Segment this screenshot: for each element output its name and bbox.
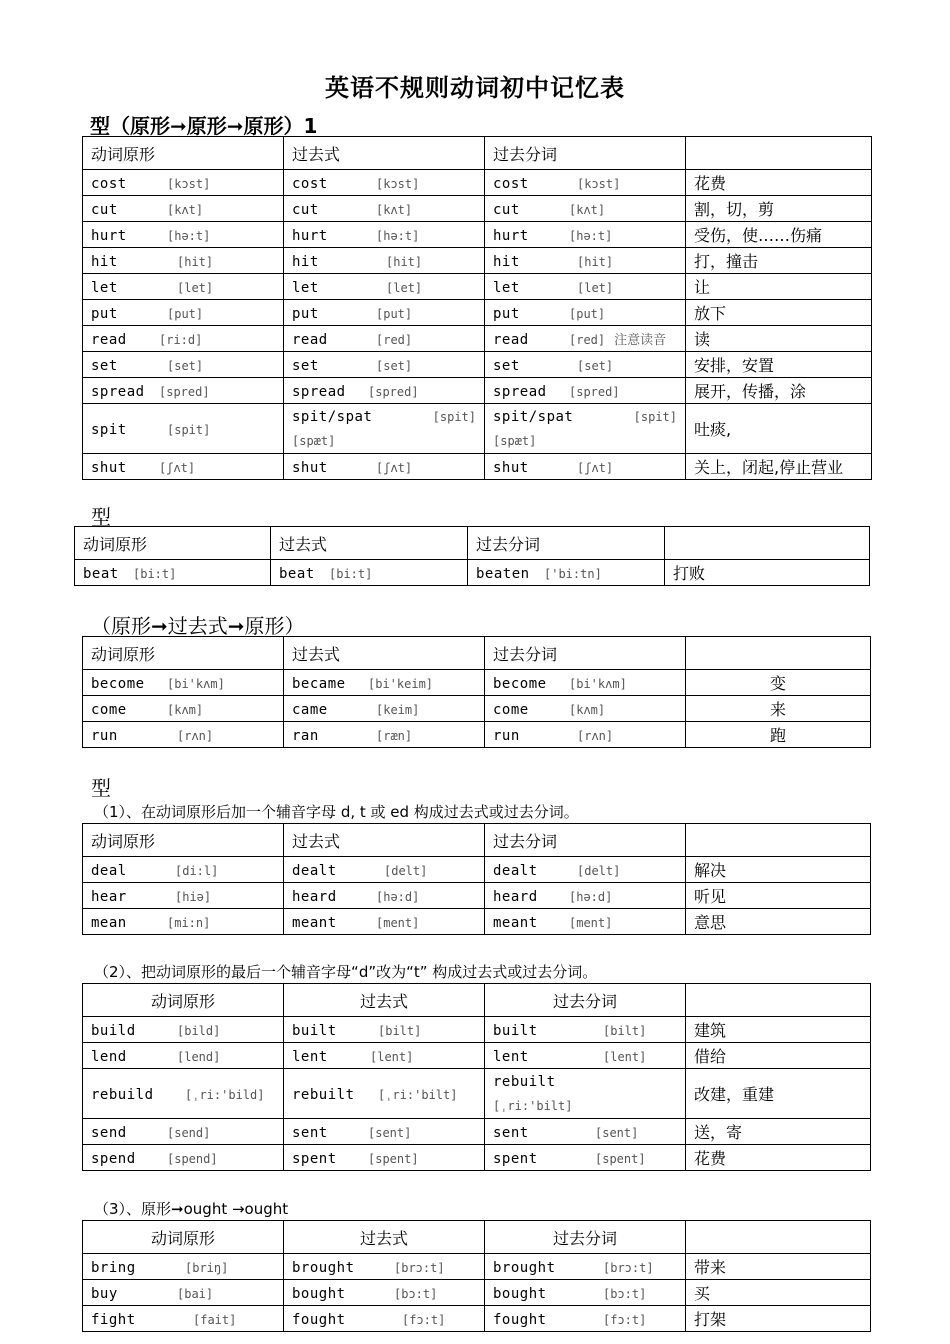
past-word: hit [292,254,319,270]
pp-phonetic: [hit] [577,255,614,269]
meaning: 打，撞击 [686,248,872,274]
table-row [83,1069,871,1119]
table-row [83,722,871,748]
header-meaning [686,637,871,670]
header-pp: 过去分词 [485,984,686,1017]
table-row [83,1306,871,1332]
past-phonetic: [hə:t] [376,229,420,243]
table-row [83,352,872,378]
past-phonetic: [bɔ:t] [394,1287,438,1301]
pp-word: lent [493,1049,529,1065]
pp-phonetic: [fɔ:t] [603,1313,647,1327]
past-word: spread [292,384,346,400]
past-phonetic: [bi'keim] [368,677,434,691]
table-row [83,196,872,222]
past-word: let [292,280,319,296]
past-word: sent [292,1125,328,1141]
pp-phonetic: [ˌri:'bilt] [493,1098,573,1113]
header-meaning [686,137,872,170]
base-word: buy [91,1286,118,1302]
base-phonetic: [kɔst] [167,177,211,191]
table-row [83,300,872,326]
verb-table-5 [82,983,871,1171]
verb-table-4 [82,823,871,935]
past-word: built [292,1023,337,1039]
base-phonetic: [set] [167,359,204,373]
header-past: 过去式 [284,137,485,170]
base-word: hurt [91,228,127,244]
past-word: bought [292,1286,346,1302]
meaning: 展开，传播，涂 [686,378,872,404]
base-word: read [91,332,127,348]
past-word: cost [292,176,328,192]
pp-word: run [493,728,520,744]
meaning: 关上，闭起,停止营业 [686,454,872,480]
base-word: spit [91,422,127,438]
base-phonetic: [let] [177,281,214,295]
section-4-heading: 型 [91,776,111,800]
pp-word: sent [493,1125,529,1141]
base-phonetic: [lend] [177,1050,221,1064]
past-word: brought [292,1260,355,1276]
pp-word: rebuilt [493,1073,556,1090]
past-phonetic: [spit] [432,409,476,424]
base-word: cut [91,202,118,218]
base-word: lend [91,1049,127,1065]
base-word: hear [91,889,127,905]
pp-phonetic: [sent] [595,1126,639,1140]
pp-word: spread [493,384,547,400]
base-phonetic: [briŋ] [185,1261,229,1275]
pp-word: let [493,280,520,296]
past-phonetic: [let] [386,281,423,295]
base-phonetic: [send] [167,1126,211,1140]
table-row [83,248,872,274]
meaning: 花费 [686,1145,871,1171]
base-word: hit [91,254,118,270]
meaning: 意思 [686,909,871,935]
table-row [83,857,871,883]
pp-phonetic: [rʌn] [577,729,614,743]
past-phonetic: [kɔst] [376,177,420,191]
meaning: 受伤，使……伤痛 [686,222,872,248]
pp-phonetic: [lent] [603,1050,647,1064]
header-pp: 过去分词 [468,527,665,560]
pp-phonetic: [hə:d] [569,890,613,904]
header-pp: 过去分词 [485,1221,686,1254]
base-phonetic: [put] [167,307,204,321]
past-word: set [292,358,319,374]
header-past: 过去式 [284,984,485,1017]
table-row [83,1254,871,1280]
pp-word: dealt [493,863,538,879]
base-word: spend [91,1151,136,1167]
base-phonetic: [mi:n] [167,916,211,930]
meaning: 打败 [665,560,870,586]
base-word: become [91,676,145,692]
header-past: 过去式 [271,527,468,560]
pp-word: read [493,332,529,348]
pp-phonetic: [bilt] [603,1024,647,1038]
table-row [83,670,871,696]
header-base: 动词原形 [83,1221,284,1254]
past-word: rebuilt [292,1087,355,1103]
base-word: deal [91,863,127,879]
past-phonetic: [bi:t] [329,567,373,581]
past-word: lent [292,1049,328,1065]
base-word: cost [91,176,127,192]
meaning: 花费 [686,170,872,196]
table-row [83,696,871,722]
pp-phonetic: [put] [569,307,606,321]
table-row [83,1145,871,1171]
meaning: 建筑 [686,1017,871,1043]
past-phonetic: [ræn] [376,729,413,743]
pp-word: meant [493,915,538,931]
meaning: 来 [686,696,871,722]
section-3-heading: （原形➞过去式➞原形） [91,614,305,638]
base-word: mean [91,915,127,931]
base-phonetic: [kʌt] [167,203,204,217]
base-word: beat [83,566,119,582]
pp-word: hit [493,254,520,270]
base-phonetic: [bi:t] [133,567,177,581]
meaning: 借给 [686,1043,871,1069]
base-word: come [91,702,127,718]
pp-word: set [493,358,520,374]
past-phonetic: [delt] [384,864,428,878]
base-phonetic: [bai] [177,1287,214,1301]
meaning: 解决 [686,857,871,883]
verb-table-2 [74,526,870,586]
pp-word: shut [493,460,529,476]
pp-word: spent [493,1151,538,1167]
header-meaning [686,824,871,857]
header-base: 动词原形 [75,527,271,560]
base-word: shut [91,460,127,476]
table-row [75,560,870,586]
past-word: cut [292,202,319,218]
meaning: 割，切，剪 [686,196,872,222]
table-row [83,909,871,935]
base-word: bring [91,1260,136,1276]
past-phonetic: [set] [376,359,413,373]
base-phonetic: [spend] [167,1152,218,1166]
past-word: beat [279,566,315,582]
header-meaning [665,527,870,560]
meaning: 变 [686,670,871,696]
header-pp: 过去分词 [485,137,686,170]
table-header-row [83,637,871,670]
header-base: 动词原形 [83,984,284,1017]
past-phonetic: [brɔ:t] [394,1261,445,1275]
past-word: put [292,306,319,322]
past-word: spit/spat [292,408,373,425]
base-phonetic: [fait] [193,1313,237,1327]
pp-phonetic: [bi'kʌm] [569,677,627,691]
base-phonetic: [spit] [167,423,211,437]
past-phonetic: [spent] [368,1152,419,1166]
pp-phonetic: [kʌm] [569,703,606,717]
pp-phonetic: ['bi:tn] [544,567,602,581]
past-phonetic: [lent] [370,1050,414,1064]
past-phonetic: [keim] [376,703,420,717]
past-word: spent [292,1151,337,1167]
base-phonetic: [di:l] [175,864,219,878]
table-row [83,170,872,196]
header-past: 过去式 [284,1221,485,1254]
meaning: 改建，重建 [686,1069,871,1119]
pp-phonetic: [spred] [569,385,620,399]
base-word: build [91,1023,136,1039]
past-phonetic: [hə:d] [376,890,420,904]
meaning: 听见 [686,883,871,909]
header-meaning [686,984,871,1017]
base-word: run [91,728,118,744]
past-phonetic: [red] [376,333,413,347]
base-phonetic: [ri:d] [159,333,203,347]
pp-phonetic: [brɔ:t] [603,1261,654,1275]
table-row [83,1280,871,1306]
base-phonetic: [hə:t] [167,229,211,243]
table-row [83,404,872,454]
past-word: became [292,676,346,692]
table-header-row [83,1221,871,1254]
table-row [83,326,872,352]
meaning: 安排，安置 [686,352,872,378]
past-phonetic: [spred] [368,385,419,399]
pp-word: become [493,676,547,692]
verb-table-6 [82,1220,871,1332]
page-title: 英语不规则动词初中记忆表 [325,74,625,102]
pp-word: come [493,702,529,718]
meaning: 跑 [686,722,871,748]
meaning: 读 [686,326,872,352]
pp-word: built [493,1023,538,1039]
pp-phonetic: [hə:t] [569,229,613,243]
table-header-row [83,137,872,170]
table-row [83,883,871,909]
base-phonetic: [kʌm] [167,703,204,717]
table-row [83,274,872,300]
header-meaning [686,1221,871,1254]
table-row [83,454,872,480]
base-word: fight [91,1312,136,1328]
past-phonetic: [ʃʌt] [376,461,413,475]
pp-phonetic: [ʃʌt] [577,461,614,475]
base-phonetic: [bi'kʌm] [167,677,225,691]
base-phonetic: [bild] [177,1024,221,1038]
pp-word: cut [493,202,520,218]
pp-word: brought [493,1260,556,1276]
header-past: 过去式 [284,824,485,857]
pp-phonetic: [red] [569,333,606,347]
table-row [83,1017,871,1043]
pp-phonetic: [spit] [633,409,677,424]
header-base: 动词原形 [83,137,284,170]
pp-phonetic: [set] [577,359,614,373]
past-word: meant [292,915,337,931]
rule-note-1: （1）、在动词原形后加一个辅音字母 d, t 或 ed 构成过去式或过去分词。 [94,803,579,821]
pp-word: hurt [493,228,529,244]
header-pp: 过去分词 [485,824,686,857]
past-word: shut [292,460,328,476]
header-pp: 过去分词 [485,637,686,670]
past-word: ran [292,728,319,744]
base-phonetic: [rʌn] [177,729,214,743]
verb-table-3 [82,636,871,748]
past-phonetic: [kʌt] [376,203,413,217]
meaning: 吐痰, [686,404,872,454]
past-phonetic: [hit] [386,255,423,269]
pp-phonetic: [delt] [577,864,621,878]
pp-phonetic: [kɔst] [577,177,621,191]
base-phonetic: [spred] [159,385,210,399]
pp-word: cost [493,176,529,192]
pp-word: beaten [476,566,530,582]
pp-phonetic-alt: [spæt] [493,433,537,448]
pp-phonetic: [let] [577,281,614,295]
verb-table-1 [82,136,872,480]
base-phonetic: [hit] [177,255,214,269]
header-past: 过去式 [284,637,485,670]
meaning: 打架 [686,1306,871,1332]
past-phonetic: [ment] [376,916,420,930]
rule-note-3: （3）、原形➞ought →ought [94,1200,289,1218]
past-phonetic: [sent] [368,1126,412,1140]
meaning: 放下 [686,300,872,326]
past-word: read [292,332,328,348]
past-word: heard [292,889,337,905]
past-phonetic: [ˌri:'bilt] [378,1088,458,1102]
pp-word: spit/spat [493,408,574,425]
base-phonetic: [ʃʌt] [159,461,196,475]
pp-phonetic: [kʌt] [569,203,606,217]
table-header-row [83,984,871,1017]
pronunciation-note: 注意读音 [614,333,667,348]
table-row [83,1119,871,1145]
base-word: send [91,1125,127,1141]
base-word: spread [91,384,145,400]
meaning: 带来 [686,1254,871,1280]
pp-word: put [493,306,520,322]
section-2-heading: 型 [91,505,111,529]
pp-phonetic: [spent] [595,1152,646,1166]
table-row [83,1043,871,1069]
base-word: rebuild [91,1087,154,1103]
past-word: fought [292,1312,346,1328]
header-base: 动词原形 [83,824,284,857]
table-header-row [83,824,871,857]
base-word: set [91,358,118,374]
pp-word: fought [493,1312,547,1328]
section-1-heading: 型（原形➞原形➞原形）1 [90,114,318,138]
rule-note-2: （2）、把动词原形的最后一个辅音字母“d”改为“t” 构成过去式或过去分词。 [94,963,598,981]
past-phonetic: [put] [376,307,413,321]
table-row [83,378,872,404]
past-phonetic-alt: [spæt] [292,433,336,448]
past-word: hurt [292,228,328,244]
base-phonetic: [hiə] [175,890,212,904]
past-phonetic: [bilt] [378,1024,422,1038]
base-word: let [91,280,118,296]
base-phonetic: [ˌri:'bild] [185,1088,265,1102]
table-header-row [75,527,870,560]
past-phonetic: [fɔ:t] [402,1313,446,1327]
pp-word: bought [493,1286,547,1302]
table-row [83,222,872,248]
meaning: 让 [686,274,872,300]
pp-phonetic: [ment] [569,916,613,930]
past-word: dealt [292,863,337,879]
past-word: came [292,702,328,718]
meaning: 买 [686,1280,871,1306]
base-word: put [91,306,118,322]
header-base: 动词原形 [83,637,284,670]
pp-phonetic: [bɔ:t] [603,1287,647,1301]
meaning: 送，寄 [686,1119,871,1145]
pp-word: heard [493,889,538,905]
